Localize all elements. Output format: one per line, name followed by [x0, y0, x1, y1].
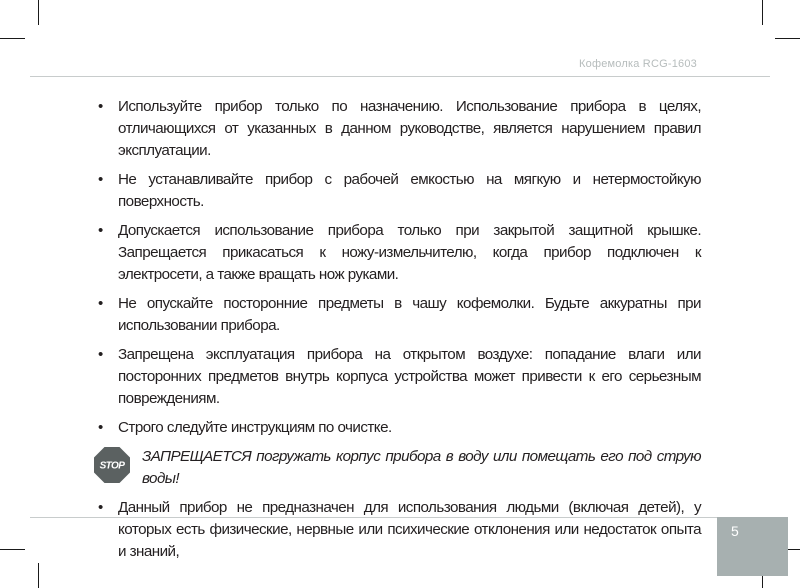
stop-sign-label: STOP: [99, 460, 125, 472]
list-item: [98, 344, 701, 410]
page-number: 5: [731, 523, 739, 539]
list-item: [98, 220, 701, 286]
crop-mark: [38, 0, 39, 25]
crop-mark: [775, 38, 800, 39]
list-item: [98, 497, 701, 563]
page-number-box: [717, 517, 788, 576]
list-item-text: Не опускайте посторонние предметы в чашу кофемолки. Будьте аккуратны при использовании прибора.: [118, 295, 701, 334]
crop-mark: [38, 563, 39, 588]
bullet: •: [98, 419, 103, 436]
stop-sign-icon: [93, 446, 131, 484]
bullet: •: [98, 98, 103, 115]
list-item: [98, 417, 701, 439]
list-item-text: Не устанавливайте прибор с рабочей емкостью на мягкую и нетермостойкую поверхность.: [118, 171, 701, 210]
bullet: •: [98, 346, 103, 363]
list-item-text: Используйте прибор только по назначению. Использование прибора в целях, отличающихся от указанных в данном руководстве, является нарушением правил эксплуатации.: [118, 98, 701, 159]
warning-item: [97, 446, 701, 490]
bullet: •: [98, 171, 103, 188]
list-item-text: Допускается использование прибора только при закрытой защитной крышке. Запрещается прикасаться к ножу-измельчителю, когда прибор подключен к электросети, а также вращать нож руками.: [118, 222, 701, 283]
bullet: •: [98, 295, 103, 312]
bullet: •: [98, 499, 103, 516]
bullet: •: [98, 222, 103, 239]
document-body: [98, 96, 701, 570]
list-item: [98, 169, 701, 213]
crop-mark: [762, 0, 763, 25]
header-rule: [30, 76, 770, 77]
list-item-text: Данный прибор не предназначен для использования людьми (включая детей), у которых есть физические, нервные или психические отклонения или недостаток опыта и знаний,: [118, 499, 701, 560]
crop-mark: [0, 549, 25, 550]
list-item: [98, 293, 701, 337]
crop-mark: [0, 38, 25, 39]
list-item-text: Строго следуйте инструкциям по очистке.: [118, 419, 392, 436]
list-item: [98, 96, 701, 162]
warning-text: ЗАПРЕЩАЕТСЯ погружать корпус прибора в воду или помещать его под струю воды!: [142, 448, 701, 487]
page-header: Кофемолка RCG-1603: [579, 58, 697, 70]
list-item-text: Запрещена эксплуатация прибора на открытом воздухе: попадание влаги или посторонних предметов внутрь корпуса устройства может привести к его серьезным повреждениям.: [118, 346, 701, 407]
